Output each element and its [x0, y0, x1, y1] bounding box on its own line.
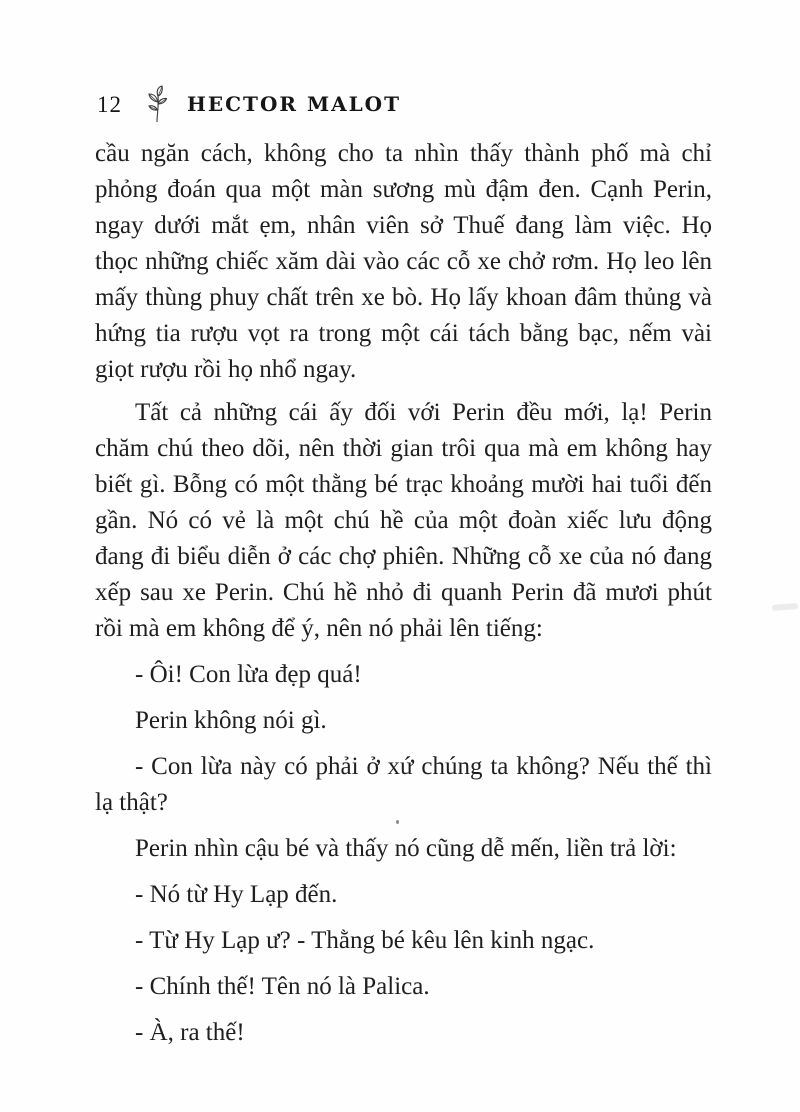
leaf-sprig-icon [144, 84, 170, 124]
paragraph: Tất cả những cái ấy đối với Perin đều mới, lạ! Perin chăm chú theo dõi, nên thời gian trôi qua mà em không hay biết gì. Bỗng có một thằng bé trạc khoảng mười hai tuổi đến gần. Nó có vẻ là một chú hề của một đoàn xiếc lưu động đang đi biểu diễn ở các chợ phiên. Những cỗ xe của nó đang xếp sau xe Perin. Chú hề nhỏ đi quanh Perin đã mươi phút rồi mà em không để ý, nên nó phải lên tiếng: [95, 399, 712, 642]
dialogue-line: - Từ Hy Lạp ư? - Thằng bé kêu lên kinh ngạc. [135, 927, 595, 954]
dialogue-line: - Con lừa này có phải ở xứ chúng ta không? Nếu thế thì lạ thật? [95, 753, 712, 816]
dialogue-line: - Chính thế! Tên nó là Palica. [135, 973, 430, 1000]
dialogue-line: - À, ra thế! [135, 1019, 245, 1046]
paragraph: cầu ngăn cách, không cho ta nhìn thấy thành phố mà chỉ phỏng đoán qua một màn sương mù đậm đen. Cạnh Perin, ngay dưới mắt ẹm, nhân viên sở Thuế đang làm việc. Họ thọc những chiếc xăm dài vào các cỗ xe chở rơm. Họ leo lên mấy thùng phuy chất trên xe bò. Họ lấy khoan đâm thủng và hứng tia rượu vọt ra trong một cái tách bằng bạc, nếm vài giọt rượu rồi họ nhổ ngay. [95, 140, 712, 383]
page-number: 12 [97, 91, 122, 117]
scan-speck-artifact [396, 820, 399, 824]
page-header [97, 84, 401, 124]
dialogue-line: - Ôi! Con lừa đẹp quá! [135, 661, 362, 688]
body-text [95, 136, 712, 1051]
running-title: HECTOR MALOT [187, 92, 401, 116]
scan-smudge-artifact [772, 603, 798, 611]
dialogue-line: - Nó từ Hy Lạp đến. [135, 881, 338, 908]
dialogue-line: Perin không nói gì. [135, 707, 327, 734]
dialogue-line: Perin nhìn cậu bé và thấy nó cũng dễ mến, liền trả lời: [135, 835, 677, 862]
